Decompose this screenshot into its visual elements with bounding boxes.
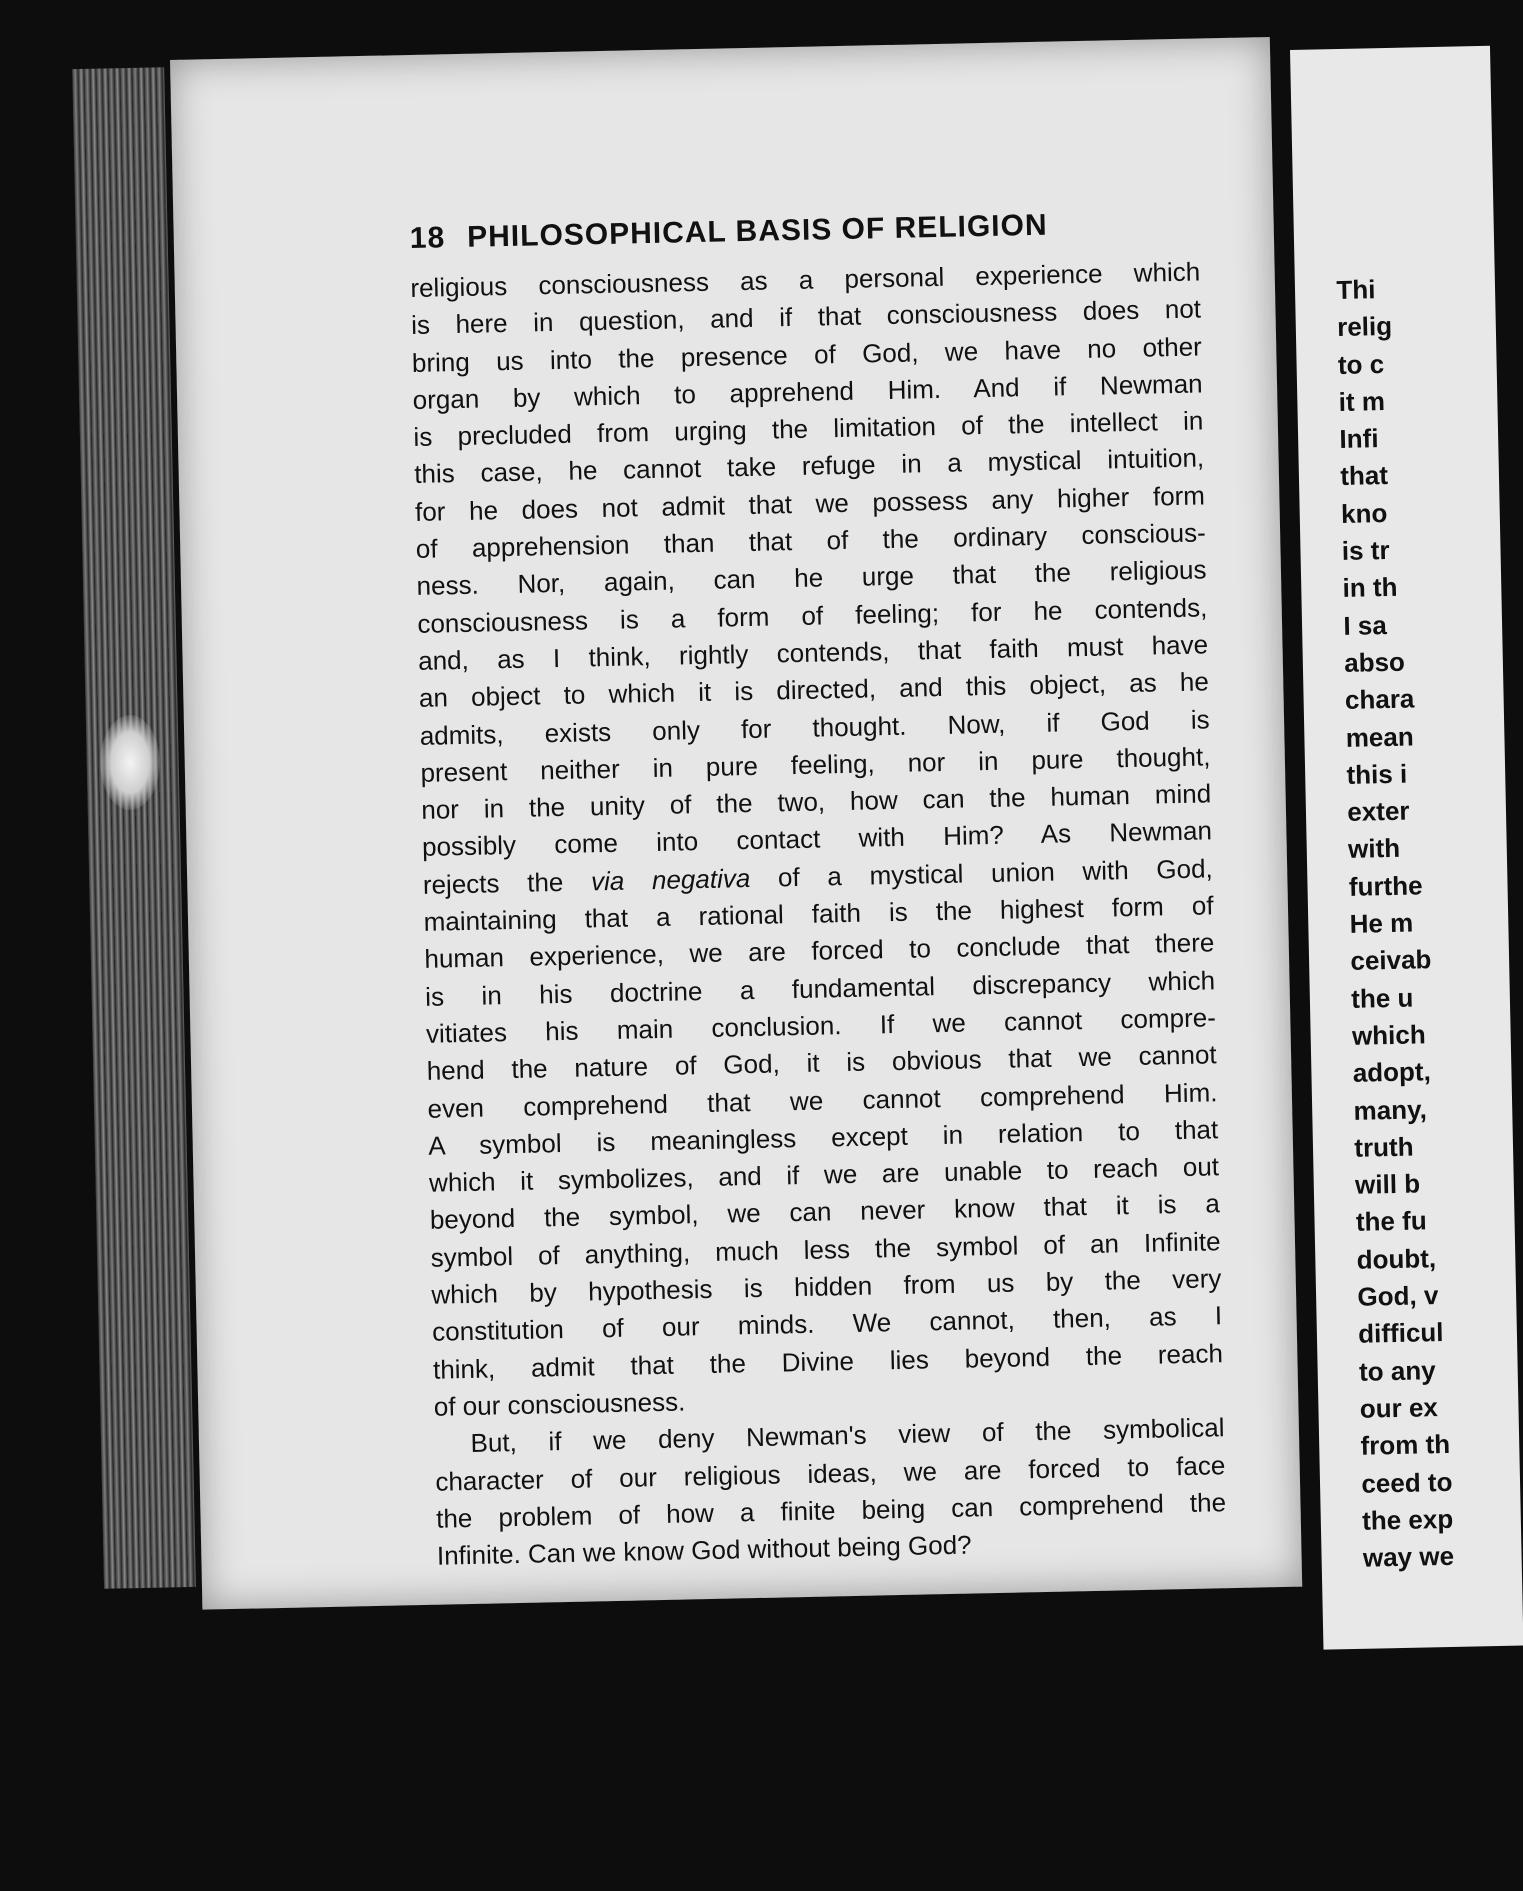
text-line: which <box>1351 1019 1426 1051</box>
text-line: is in his doctrine a fundamental discrepancy which <box>424 964 1216 1012</box>
text-line: and, as I think, rightly contends, that faith must have <box>417 629 1209 676</box>
text-line: will b <box>1354 1168 1421 1200</box>
text-line: abso <box>1343 646 1406 678</box>
text-line: organ by which to apprehend Him. And if Newman <box>412 368 1203 415</box>
text-line: consciousness is a form of feeling; for he contends, <box>417 592 1208 639</box>
text-line: symbol of anything, much less the symbol of an Infinite <box>430 1225 1221 1273</box>
text-line: vitiates his main conclusion. If we cannot compre- <box>425 1002 1217 1049</box>
text-line: an object to which it is directed, and this object, as he <box>418 666 1210 714</box>
text-line: of apprehension than that of the ordinary conscious- <box>415 517 1206 565</box>
text-line: religious consciousness as a personal experience which <box>410 256 1201 303</box>
text-line: which it symbolizes, and if we are unable to reach out <box>428 1151 1220 1198</box>
text-line: difficul <box>1357 1317 1444 1350</box>
text-line: the problem of how a finite being can comprehend the <box>435 1486 1227 1534</box>
text-line: this case, he cannot take refuge in a mystical intuition, <box>413 442 1205 490</box>
text-line: even comprehend that we cannot comprehend Him. <box>427 1076 1218 1124</box>
text-line: ceivab <box>1350 944 1432 977</box>
text-line: that <box>1339 460 1389 492</box>
text-line: this i <box>1346 758 1408 790</box>
text-line: maintaining that a rational faith is the highest form of <box>423 890 1214 937</box>
text-line: in th <box>1342 572 1398 604</box>
text-line: mean <box>1345 721 1414 753</box>
text-line: many, <box>1353 1093 1428 1126</box>
text-line: way we <box>1362 1540 1455 1573</box>
text-line: is here in question, and if that consciousness does not <box>410 293 1202 341</box>
text-line: truth <box>1354 1131 1414 1163</box>
text-line: chara <box>1344 683 1415 716</box>
text-line: present neither in pure feeling, nor in pure thought, <box>420 741 1211 788</box>
text-line: A symbol is meaningless except in relation to that <box>428 1114 1219 1161</box>
text-line: He m <box>1349 907 1414 939</box>
text-line: doubt, <box>1356 1242 1437 1275</box>
italic-phrase: via negativa <box>590 862 751 897</box>
text-line: to c <box>1337 348 1385 380</box>
text-line: hend the nature of God, it is obvious that we cannot <box>426 1039 1217 1087</box>
text-line: possibly come into contact with Him? As Newman <box>421 815 1213 863</box>
text-line: which by hypothesis is hidden from us by the very <box>431 1263 1222 1310</box>
text-line: the exp <box>1361 1503 1454 1536</box>
text-line: is tr <box>1341 535 1390 567</box>
text-line: beyond the symbol, we can never know that it is a <box>429 1188 1221 1236</box>
text-line: But, if we deny Newman's view of the symbolical <box>470 1412 1225 1459</box>
text-line: Thi <box>1336 274 1376 305</box>
text-line: of our consciousness. <box>433 1386 686 1422</box>
text-line: God, v <box>1357 1280 1439 1312</box>
text-line: character of our religious ideas, we are forced to face <box>435 1449 1226 1497</box>
text-line: the fu <box>1355 1205 1427 1238</box>
text-line: with <box>1347 833 1401 865</box>
text-line: our ex <box>1359 1392 1439 1424</box>
text-line: the u <box>1350 982 1414 1014</box>
page-smudge <box>100 715 160 810</box>
text-line: adopt, <box>1352 1056 1432 1089</box>
text-line: human experience, we are forced to conclude that there <box>424 927 1215 975</box>
text-line: rejects the via negativa of a mystical union with God, <box>422 853 1214 900</box>
text-line: Infinite. Can we know God without being God? <box>436 1529 972 1571</box>
text-line: from th <box>1360 1429 1451 1461</box>
text-line: it m <box>1338 385 1386 417</box>
text-line: bring us into the presence of God, we have no other <box>411 331 1203 378</box>
text-line: ceed to <box>1361 1466 1453 1499</box>
text-line: to any <box>1358 1354 1436 1387</box>
running-head: PHILOSOPHICAL BASIS OF RELIGION <box>466 208 1048 254</box>
text-line: is precluded from urging the limitation of the intellect in <box>413 405 1204 453</box>
text-line: furthe <box>1348 870 1423 902</box>
text-line: relig <box>1336 311 1393 343</box>
text-line: think, admit that the Divine lies beyond the reach <box>432 1337 1224 1385</box>
text-line: kno <box>1340 497 1388 529</box>
text-line: constitution of our minds. We cannot, then, as I <box>431 1300 1223 1348</box>
text-line: Infi <box>1339 423 1379 455</box>
text-line: for he does not admit that we possess any higher form <box>414 480 1206 527</box>
text-line: exter <box>1346 795 1410 828</box>
text-line: ness. Nor, again, can he urge that the religious <box>416 554 1207 602</box>
text-line: nor in the unity of the two, how can the human mind <box>420 778 1212 826</box>
page-number: 18 <box>409 221 446 255</box>
text-line: admits, exists only for thought. Now, if God is <box>419 703 1210 751</box>
text-line: I sa <box>1343 609 1388 641</box>
left-page-text <box>410 253 1237 1575</box>
